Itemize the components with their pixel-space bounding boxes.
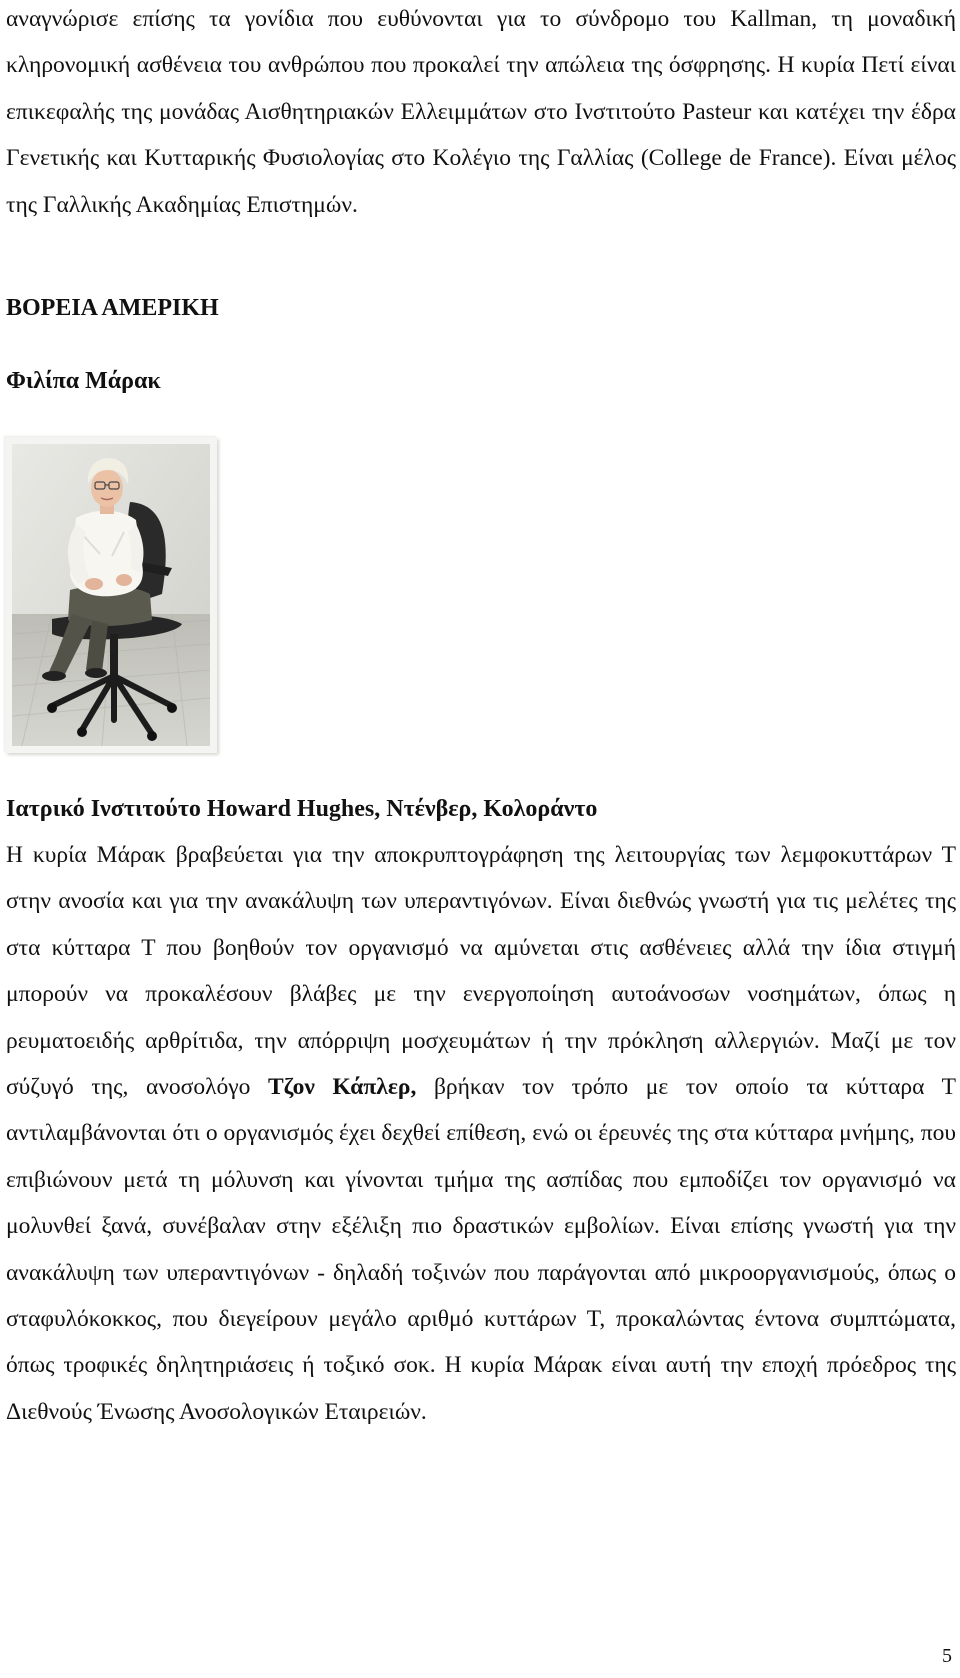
main-paragraph-part2: βρήκαν τον τρόπο με τον οποίο τα κύτταρα Τ αντιλαμβάνονται ότι ο οργανισμός έχει δεχθεί επίθεση, ενώ οι έρευνές της στα κύτταρα μνήμης, που επιβιώνουν μετά τη μόλυνση και γίνονται τμήμα της ασπίδας που εμποδίζει τον οργανισμό να μολυνθεί ξανά, συνέβαλαν στην εξέλιξη πιο δραστικών εμβολίων. Είναι επίσης γνωστή για την ανακάλυψη των υπεραντιγόνων - δηλαδή τοξινών που παράγονται από μικροοργανισμούς, όπως ο σταφυλόκοκκος, που διεγείρουν μεγάλο αριθμό κυττάρων Τ, προκαλώντας έντονα συμπτώματα, όπως τροφικές δηλητηριάσεις ή τοξικό σοκ. Η κυρία Μάρακ είναι αυτή την εποχή πρόεδρος της Διεθνούς Ένωσης Ανοσολογικών Εταιρειών. — [6, 1074, 957, 1425]
main-paragraph-bold-name: Τζον Κάπλερ, — [268, 1074, 417, 1101]
portrait-photo — [12, 444, 210, 746]
main-paragraph — [6, 832, 956, 1435]
institution-heading: Ιατρικό Ινστιτούτο Howard Hughes, Ντένβερ, Κολοράντο — [6, 796, 598, 822]
laureate-name-heading: Φιλίπα Μάρακ — [6, 368, 161, 394]
region-heading: ΒΟΡΕΙΑ ΑΜΕΡΙΚΗ — [6, 295, 219, 321]
intro-paragraph: αναγνώρισε επίσης τα γονίδια που ευθύνονται για το σύνδρομο του Kallman, τη μοναδική κληρονομική ασθένεια του ανθρώπου που προκαλεί την απώλεια της όσφρησης. Η κυρία Πετί είναι επικεφαλής της μονάδας Αισθητηριακών Ελλειμμάτων στο Ινστιτούτο Pasteur και κατέχει την έδρα Γενετικής και Κυτταρικής Φυσιολογίας στο Κολέγιο της Γαλλίας (College de France). Είναι μέλος της Γαλλικής Ακαδημίας Επιστημών. — [6, 6, 956, 218]
portrait-photo-frame — [5, 437, 217, 753]
page-number: 5 — [942, 1645, 952, 1667]
main-paragraph-part1: Η κυρία Μάρακ βραβεύεται για την αποκρυπτογράφηση της λειτουργίας των λεμφοκυττάρων Τ στην ανοσία και για την ανακάλυψη των υπεραντιγόνων. Είναι διεθνώς γνωστή για τις μελέτες της στα κύτταρα Τ που βοηθούν τον οργανισμό να αμύνεται στις ασθένειες αλλά την ίδια στιγμή μπορούν να προκαλέσουν βλάβες με την ενεργοποίηση αυτοάνοσων νοσημάτων, όπως η ρευματοειδής αρθρίτιδα, την απόρριψη μοσχευμάτων ή την πρόκληση αλλεργιών. Μαζί με τον σύζυγό της, ανοσολόγο — [6, 842, 956, 1101]
